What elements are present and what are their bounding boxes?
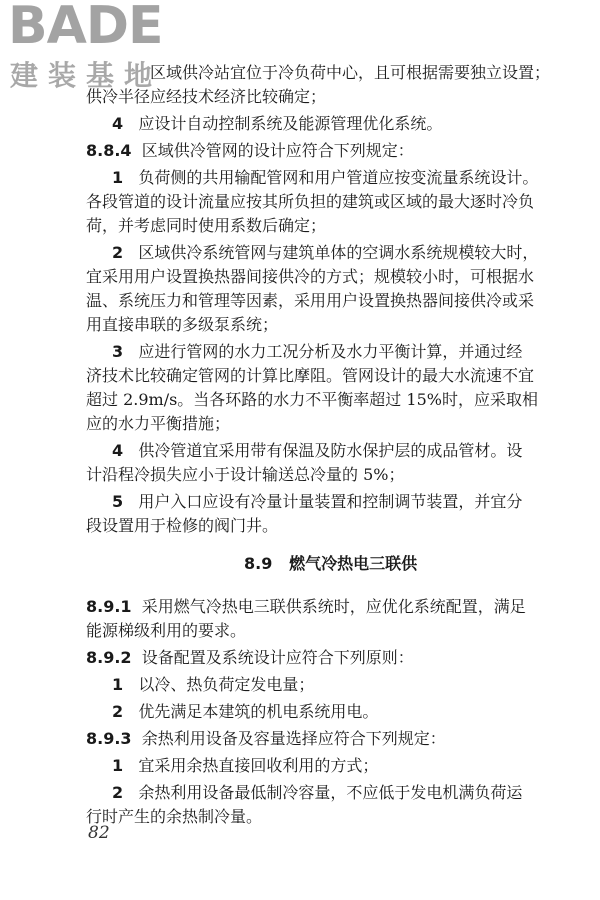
list-item: 1 负荷侧的共用输配管网和用户管道应按变流量系统设计。 <box>112 168 539 187</box>
text-line: 宜采用用户设置换热器间接供冷的方式；规模较小时，可根据水 <box>86 267 535 286</box>
logo-subtitle: 建装基地 <box>10 59 163 92</box>
text-line: 供冷半径应经技术经济比较确定； <box>86 87 327 106</box>
text-line: 荷，并考虑同时使用系数后确定； <box>86 216 327 235</box>
list-item: 4 供冷管道宜采用带有保温及防水保护层的成品管材。设 <box>112 441 523 460</box>
section-heading-8-9: 8.9 燃气冷热电三联供 <box>244 554 418 573</box>
text-line: 各段管道的设计流量应按其所负担的建筑或区域的最大逐时冷负 <box>86 192 535 211</box>
text-line: 区域供冷站宜位于冷负荷中心，且可根据需要独立设置； <box>150 63 551 82</box>
clause-8-9-3: 8.9.3 余热利用设备及容量选择应符合下列规定： <box>86 729 446 748</box>
list-item: 5 用户入口应设有冷量计量装置和控制调节装置，并宜分 <box>112 492 523 511</box>
list-item: 3 应进行管网的水力工况分析及水力平衡计算，并通过经 <box>112 342 523 361</box>
text-line: 能源梯级利用的要求。 <box>86 621 247 640</box>
list-item: 4 应设计自动控制系统及能源管理优化系统。 <box>112 114 443 133</box>
list-item: 1 以冷、热负荷定发电量； <box>112 675 315 694</box>
text-line: 计沿程冷损失应小于设计输送总冷量的 5%； <box>86 465 405 484</box>
text-line: 超过 2.9m/s。当各环路的水力不平衡率超过 15%时，应采取相 <box>86 390 538 409</box>
logo-brand: BADE <box>8 0 163 56</box>
page-number: 82 <box>88 823 110 843</box>
list-item: 1 宜采用余热直接回收利用的方式； <box>112 756 379 775</box>
text-line: 用直接串联的多级泵系统； <box>86 315 279 334</box>
text-line: 济技术比较确定管网的计算比摩阻。管网设计的最大水流速不宜 <box>86 366 535 385</box>
clause-8-9-2: 8.9.2 设备配置及系统设计应符合下列原则： <box>86 648 414 667</box>
list-item: 2 优先满足本建筑的机电系统用电。 <box>112 702 379 721</box>
clause-8-9-1: 8.9.1 采用燃气冷热电三联供系统时，应优化系统配置，满足 <box>86 597 526 616</box>
clause-8-8-4: 8.8.4 区域供冷管网的设计应符合下列规定： <box>86 141 414 160</box>
text-line: 段设置用于检修的阀门井。 <box>86 516 279 535</box>
text-line: 应的水力平衡措施； <box>86 414 231 433</box>
list-item: 2 区域供冷系统管网与建筑单体的空调水系统规模较大时， <box>112 243 539 262</box>
list-item: 2 余热利用设备最低制冷容量，不应低于发电机满负荷运 <box>112 783 523 802</box>
text-line: 行时产生的余热制冷量。 <box>86 807 263 826</box>
text-line: 温、系统压力和管理等因素，采用用户设置换热器间接供冷或采 <box>86 291 535 310</box>
